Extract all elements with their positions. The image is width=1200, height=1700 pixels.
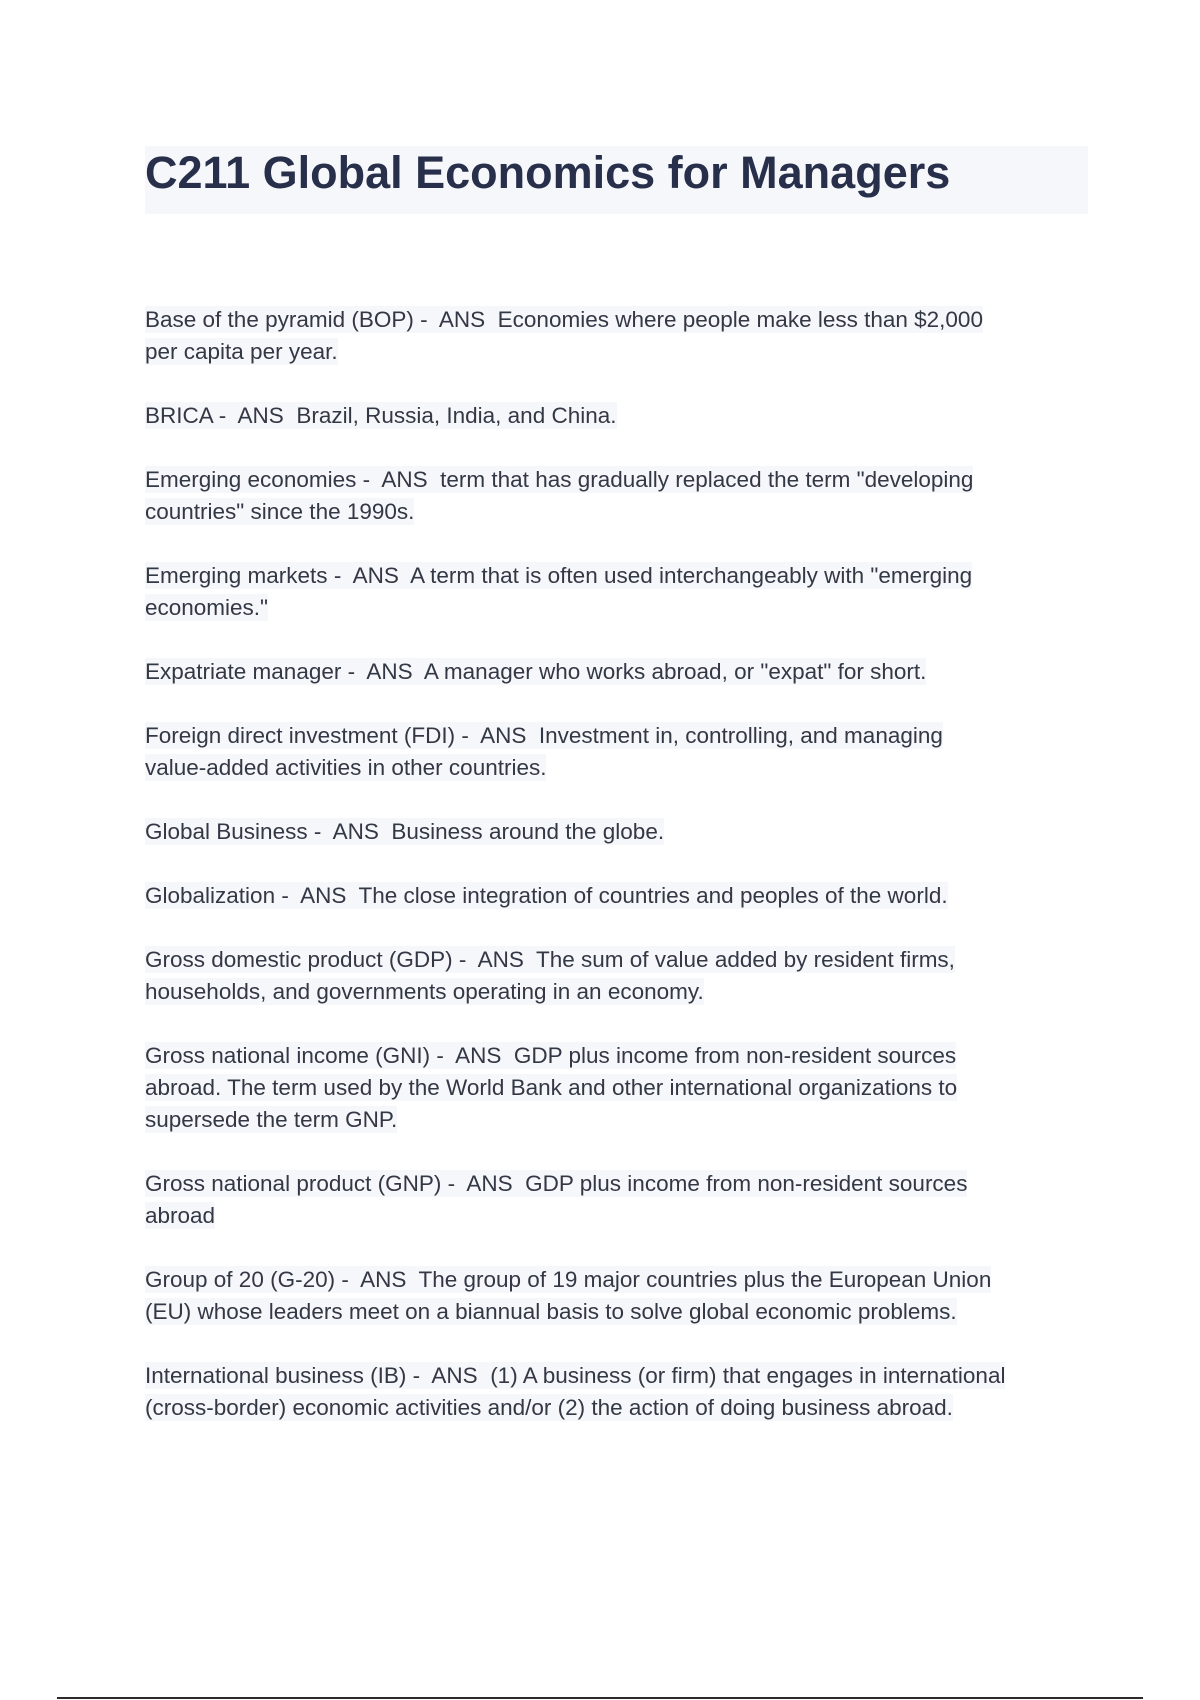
entry-definition-line: economies."	[145, 595, 269, 620]
answer-separator: - ANS	[313, 819, 392, 844]
glossary-entry	[145, 1264, 1090, 1328]
document-title: C211 Global Economics for Managers	[145, 147, 951, 198]
answer-separator: - ANS	[412, 1363, 491, 1388]
entry-term: International business (IB)	[145, 1363, 407, 1388]
entry-definition-line: term that has gradually replaced the term "developing	[440, 467, 974, 492]
entry-definition-line: (cross-border) economic activities and/or (2) the action of doing business abroad.	[145, 1395, 953, 1420]
answer-separator: - ANS	[347, 659, 424, 684]
entry-term: Emerging economies	[145, 467, 357, 492]
entry-term: Expatriate manager	[145, 659, 342, 684]
entry-definition-line: countries" since the 1990s.	[145, 499, 415, 524]
entry-definition-line: (1) A business (or firm) that engages in international	[490, 1363, 1006, 1388]
entry-term: Globalization	[145, 883, 276, 908]
glossary-entry	[145, 816, 1090, 848]
answer-separator: - ANS	[341, 1267, 419, 1292]
entry-term: Gross national product (GNP)	[145, 1171, 442, 1196]
entry-definition-line: The group of 19 major countries plus the European Union	[418, 1267, 992, 1292]
glossary-entry	[145, 720, 1090, 784]
entry-definition-line: GDP plus income from non-resident sources	[513, 1043, 957, 1068]
answer-separator: - ANS	[281, 883, 359, 908]
entry-definition-line: The close integration of countries and peoples of the world.	[358, 883, 948, 908]
answer-separator: - ANS	[333, 563, 411, 588]
glossary-entry	[145, 560, 1090, 624]
answer-separator: - ANS	[458, 947, 536, 972]
entry-definition-line: GDP plus income from non-resident sources	[525, 1171, 968, 1196]
glossary-list	[145, 304, 1090, 1456]
entry-term: Emerging markets	[145, 563, 328, 588]
glossary-entry	[145, 1168, 1090, 1232]
entry-definition-line: Brazil, Russia, India, and China.	[296, 403, 617, 428]
answer-separator: - ANS	[362, 467, 441, 492]
entry-definition-line: supersede the term GNP.	[145, 1107, 398, 1132]
entry-definition-line: households, and governments operating in an economy.	[145, 979, 704, 1004]
glossary-entry	[145, 656, 1090, 688]
glossary-entry	[145, 1040, 1090, 1136]
glossary-entry	[145, 304, 1090, 368]
entry-term: Base of the pyramid (BOP)	[145, 307, 414, 332]
entry-definition-line: A manager who works abroad, or "expat" for short.	[423, 659, 927, 684]
answer-separator: - ANS	[420, 307, 498, 332]
entry-definition-line: abroad	[145, 1203, 216, 1228]
entry-definition-line: Business around the globe.	[391, 819, 665, 844]
entry-definition-line: The sum of value added by resident firms,	[535, 947, 955, 972]
entry-definition-line: (EU) whose leaders meet on a biannual basis to solve global economic problems.	[145, 1299, 957, 1324]
entry-term: Group of 20 (G-20)	[145, 1267, 336, 1292]
glossary-entry	[145, 1360, 1090, 1424]
entry-term: BRICA	[145, 403, 213, 428]
entry-definition-line: per capita per year.	[145, 339, 338, 364]
glossary-entry	[145, 400, 1090, 432]
entry-term: Global Business	[145, 819, 308, 844]
answer-separator: - ANS	[447, 1171, 526, 1196]
answer-separator: - ANS	[218, 403, 297, 428]
answer-separator: - ANS	[461, 723, 539, 748]
entry-definition-line: abroad. The term used by the World Bank and other international organizations to	[145, 1075, 958, 1100]
glossary-entry	[145, 464, 1090, 528]
entry-term: Gross domestic product (GDP)	[145, 947, 453, 972]
entry-definition-line: Economies where people make less than $2,000	[497, 307, 983, 332]
entry-definition-line: Investment in, controlling, and managing	[538, 723, 943, 748]
glossary-entry	[145, 880, 1090, 912]
entry-term: Gross national income (GNI)	[145, 1043, 431, 1068]
footer-divider	[57, 1697, 1143, 1699]
entry-definition-line: value-added activities in other countries.	[145, 755, 547, 780]
entry-definition-line: A term that is often used interchangeably with "emerging	[410, 563, 973, 588]
entry-term: Foreign direct investment (FDI)	[145, 723, 456, 748]
answer-separator: - ANS	[436, 1043, 514, 1068]
glossary-entry	[145, 944, 1090, 1008]
